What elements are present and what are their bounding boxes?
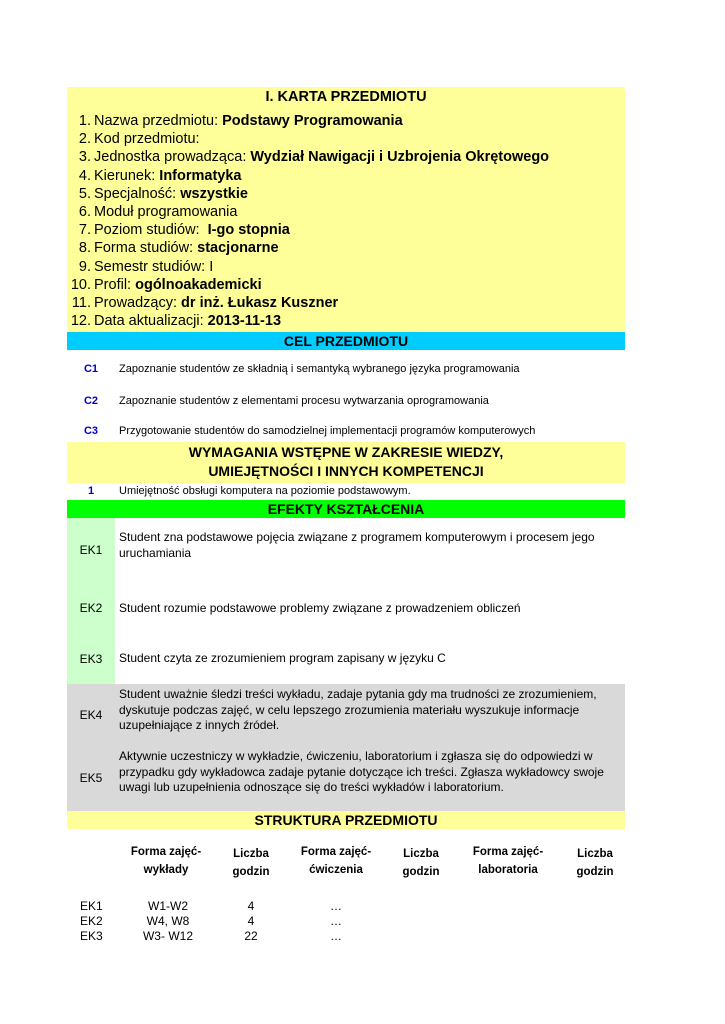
goals-header: CEL PRZEDMIOTU xyxy=(67,332,625,350)
info-label: Nazwa przedmiotu: xyxy=(94,113,219,129)
goal-code: C2 xyxy=(83,395,99,407)
row-ek: EK2 xyxy=(80,914,103,928)
course-info-list xyxy=(67,112,549,330)
structure-header: STRUKTURA PRZEDMIOTU xyxy=(67,811,625,829)
goal-code: C1 xyxy=(83,363,99,375)
info-label: Kierunek: xyxy=(94,167,156,184)
header-text: godzin xyxy=(576,866,614,878)
info-row xyxy=(67,294,549,312)
goal-text: Zapoznanie studentów z elementami procesu wytwarzania oprogramowania xyxy=(119,395,489,407)
effect-code: EK1 xyxy=(67,518,115,582)
row-hours: 22 xyxy=(244,929,258,943)
info-label: Semestr studiów: I xyxy=(94,258,214,275)
info-label: Prowadzący: xyxy=(94,294,178,311)
goal-row xyxy=(67,393,625,409)
effect-text: Student uważnie śledzi treści wykładu, zadaje pytania gdy ma trudności ze zrozumieniem, dyskutuje podczas zajęć, w celu lepszego zrozumienia materiału wyszukuje informacje uzupełniające z innych źródeł. xyxy=(119,687,597,732)
info-value: dr inż. Łukasz Kuszner xyxy=(181,294,339,311)
row-exercise: … xyxy=(330,899,342,913)
info-number: 9. xyxy=(78,258,91,275)
info-row xyxy=(67,203,549,221)
effect-row xyxy=(67,518,625,582)
header-text: ćwiczenia xyxy=(309,864,363,876)
info-row xyxy=(67,112,549,130)
info-number: 6. xyxy=(78,203,91,220)
header-text: godzin xyxy=(232,866,270,878)
info-number: 4. xyxy=(78,167,91,184)
info-label: Forma studiów: xyxy=(94,240,194,257)
requirements-title-line: WYMAGANIA WSTĘPNE W ZAKRESIE WIEDZY, xyxy=(188,444,504,460)
requirements-header xyxy=(67,442,625,483)
row-lecture: W4, W8 xyxy=(146,914,190,928)
info-label: Poziom studiów: xyxy=(94,222,200,239)
effect-text: Student zna podstawowe pojęcia związane z programem komputerowym i procesem jego uruchamiania xyxy=(119,530,595,560)
info-value: I-go stopnia xyxy=(207,222,290,239)
header-text: Liczba xyxy=(233,848,269,860)
structure-table xyxy=(67,829,625,949)
card-title: I. KARTA PRZEDMIOTU xyxy=(265,89,427,105)
info-row xyxy=(67,312,549,330)
effect-text: Aktywnie uczestniczy w wykładzie, ćwiczeniu, laboratorium i zgłasza się do odpowiedzi w przypadku gdy wykładowca zadaje pytanie dotyczące ich treści. Zgłasza wykładowcy swoje uwagi lub uzupełnienia odnoszące się do treści wykładów i laboratorium. xyxy=(119,749,604,794)
effect-code: EK3 xyxy=(67,634,115,684)
info-number: 7. xyxy=(78,222,91,239)
info-label: Jednostka prowadząca: xyxy=(94,149,247,166)
requirement-text: Umiejętność obsługi komputera na poziomie podstawowym. xyxy=(119,485,411,497)
info-label: Specjalność: xyxy=(94,185,177,202)
requirement-row xyxy=(67,483,625,500)
info-row xyxy=(67,239,549,257)
row-hours: 4 xyxy=(247,899,255,913)
info-value: wszystkie xyxy=(180,185,248,202)
effect-row xyxy=(67,745,625,811)
info-row xyxy=(67,276,549,294)
course-card xyxy=(67,87,625,332)
header-text: godzin xyxy=(402,866,440,878)
goal-row xyxy=(67,423,625,439)
header-text: Forma zajęć- xyxy=(300,846,372,858)
info-label: Profil: xyxy=(94,276,132,293)
row-ek: EK3 xyxy=(80,929,103,943)
info-value: Informatyka xyxy=(159,167,242,184)
info-row xyxy=(67,258,549,276)
effect-code: EK4 xyxy=(79,707,103,722)
info-row xyxy=(67,185,549,203)
info-value: Podstawy Programowania xyxy=(222,113,403,129)
goal-row xyxy=(67,361,625,377)
row-hours: 4 xyxy=(247,914,255,928)
goal-text: Zapoznanie studentów ze składnią i semantyką wybranego języka programowania xyxy=(119,363,520,375)
effect-row xyxy=(67,582,625,634)
header-exercise-form xyxy=(295,843,377,879)
info-label: Data aktualizacji: xyxy=(94,313,204,330)
effect-code: EK5 xyxy=(79,771,103,785)
header-text: Forma zajęć- xyxy=(130,846,202,858)
requirements-title-line: UMIEJĘTNOŚCI I INNYCH KOMPETENCJI xyxy=(208,463,484,479)
header-text: wykłady xyxy=(143,864,189,876)
goal-code: C3 xyxy=(83,425,99,437)
info-number: 12. xyxy=(70,313,91,330)
header-lecture-form xyxy=(127,843,205,879)
row-lecture: W1-W2 xyxy=(148,899,188,913)
info-number: 8. xyxy=(78,240,91,257)
info-row xyxy=(67,221,549,239)
info-number: 1. xyxy=(78,113,91,129)
row-lecture: W3- W12 xyxy=(142,929,193,943)
effects-header: EFEKTY KSZTAŁCENIA xyxy=(67,500,625,518)
info-value: Wydział Nawigacji i Uzbrojenia Okrętowego xyxy=(250,149,550,166)
info-number: 10. xyxy=(70,276,91,293)
info-label: Kod przedmiotu: xyxy=(94,131,200,148)
header-hours xyxy=(222,845,280,881)
header-text: laboratoria xyxy=(478,864,538,876)
goal-text: Przygotowanie studentów do samodzielnej implementacji programów komputerowych xyxy=(119,425,536,437)
info-row xyxy=(67,130,549,148)
info-row xyxy=(67,167,549,185)
info-label: Moduł programowania xyxy=(94,203,238,220)
row-exercise: … xyxy=(330,929,342,943)
header-text: Liczba xyxy=(577,848,613,860)
effect-code: EK2 xyxy=(67,582,115,634)
info-row xyxy=(67,148,549,166)
row-ek: EK1 xyxy=(80,899,103,913)
header-text: Forma zajęć- xyxy=(472,846,544,858)
requirement-number: 1 xyxy=(87,485,95,497)
goals-section xyxy=(67,350,625,442)
effect-text: Student czyta ze zrozumieniem program zapisany w języku C xyxy=(119,651,446,665)
syllabus-sheet xyxy=(67,87,625,949)
info-value: stacjonarne xyxy=(197,240,279,257)
effect-text: Student rozumie podstawowe problemy związane z prowadzeniem obliczeń xyxy=(119,601,521,615)
header-hours xyxy=(565,845,625,881)
row-exercise: … xyxy=(330,914,342,928)
info-value: ogólnoakademicki xyxy=(135,276,262,293)
header-text: Liczba xyxy=(403,848,439,860)
effect-row xyxy=(67,684,625,745)
info-number: 5. xyxy=(78,185,91,202)
header-hours xyxy=(392,845,450,881)
info-value: 2013-11-13 xyxy=(207,313,282,330)
header-lab-form xyxy=(467,843,549,879)
info-number: 3. xyxy=(78,149,91,166)
info-number: 2. xyxy=(78,131,91,148)
effect-row xyxy=(67,634,625,684)
info-number: 11. xyxy=(71,294,91,311)
